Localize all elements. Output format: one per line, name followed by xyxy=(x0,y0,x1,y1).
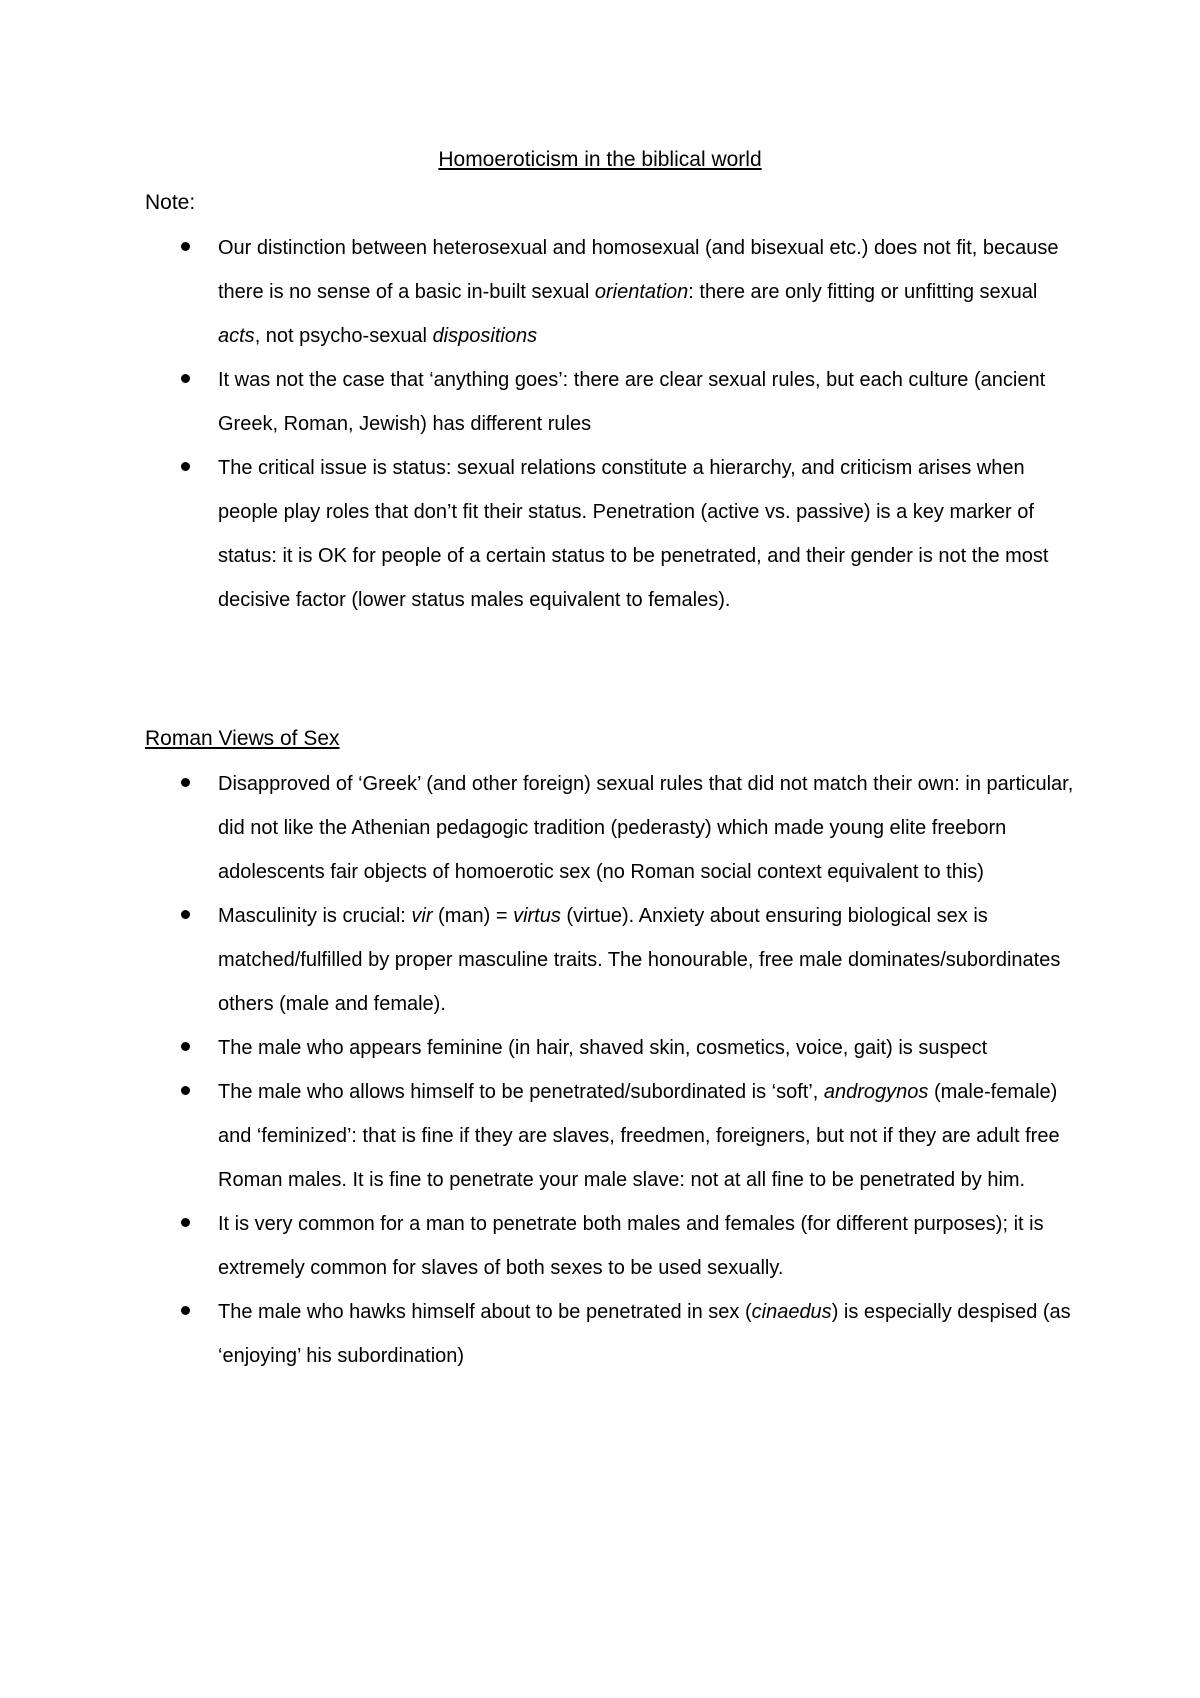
bullet-icon xyxy=(181,1218,190,1227)
note-label: Note: xyxy=(145,191,196,214)
list-item xyxy=(145,1026,1075,1070)
list-item xyxy=(145,358,1075,446)
note-section xyxy=(145,190,1075,622)
list-item-text: It is very common for a man to penetrate both males and females (for different purposes); it is extremely common for slaves of both sexes to be used sexually. xyxy=(218,1213,1044,1279)
list-item-text: Our distinction between heterosexual and homosexual (and bisexual etc.) does not fit, because there is no sense of a basic in-built sexual orientation: there are only fitting or unfitting sexual acts, not psycho-sexual dispositions xyxy=(218,237,1059,347)
bullet-icon xyxy=(181,374,190,383)
list-item-text: The male who allows himself to be penetrated/subordinated is ‘soft’, androgynos (male-female) and ‘feminized’: that is fine if they are slaves, freedmen, foreigners, but not if they are adult free Roman males. It is fine to penetrate your male slave: not at all fine to be penetrated by him. xyxy=(218,1081,1060,1191)
list-item xyxy=(145,446,1075,622)
note-bullet-list xyxy=(145,226,1075,622)
list-item xyxy=(145,1290,1075,1378)
list-item-text: Disapproved of ‘Greek’ (and other foreign) sexual rules that did not match their own: in particular, did not like the Athenian pedagogic tradition (pederasty) which made young elite freeborn adolescents fair objects of homoerotic sex (no Roman social context equivalent to this) xyxy=(218,773,1074,883)
list-item-text: It was not the case that ‘anything goes’: there are clear sexual rules, but each culture (ancient Greek, Roman, Jewish) has different rules xyxy=(218,369,1046,435)
list-item xyxy=(145,762,1075,894)
bullet-icon xyxy=(181,242,190,251)
list-item xyxy=(145,894,1075,1026)
bullet-icon xyxy=(181,910,190,919)
bullet-icon xyxy=(181,462,190,471)
list-item xyxy=(145,1070,1075,1202)
list-item-text: The male who hawks himself about to be penetrated in sex (cinaedus) is especially despised (as ‘enjoying’ his subordination) xyxy=(218,1301,1071,1367)
list-item xyxy=(145,226,1075,358)
list-item-text: The male who appears feminine (in hair, shaved skin, cosmetics, voice, gait) is suspect xyxy=(218,1037,988,1059)
bullet-icon xyxy=(181,1306,190,1315)
list-item xyxy=(145,1202,1075,1290)
bullet-icon xyxy=(181,1042,190,1051)
roman-section xyxy=(145,726,1075,1378)
section-heading: Roman Views of Sex xyxy=(145,727,340,750)
bullet-icon xyxy=(181,1086,190,1095)
bullet-icon xyxy=(181,778,190,787)
document-title: Homoeroticism in the biblical world xyxy=(438,148,762,171)
list-item-text: The critical issue is status: sexual relations constitute a hierarchy, and criticism arises when people play roles that don’t fit their status. Penetration (active vs. passive) is a key marker of status: it is OK for people of a certain status to be penetrated, and their gender is not the most decisive factor (lower status males equivalent to females). xyxy=(218,457,1049,611)
roman-bullet-list xyxy=(145,762,1075,1378)
list-item-text: Masculinity is crucial: vir (man) = virtus (virtue). Anxiety about ensuring biological sex is matched/fulfilled by proper masculine traits. The honourable, free male dominates/subordinates others (male and female). xyxy=(218,905,1061,1015)
